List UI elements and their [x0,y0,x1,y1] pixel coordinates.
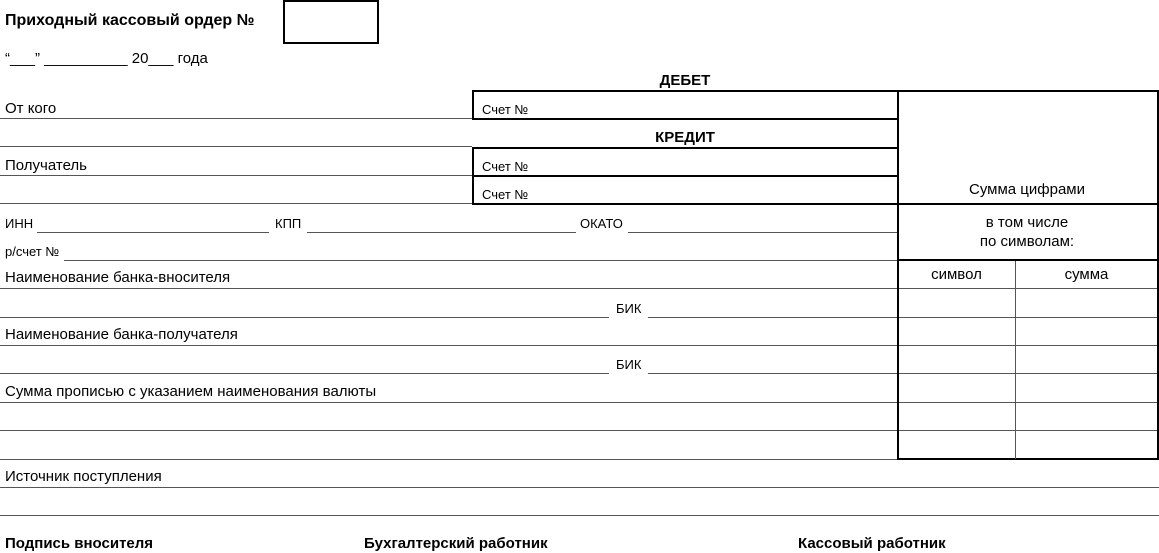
from-whom-label: От кого [5,100,57,117]
symbols-row-3 [899,345,1157,346]
sum-column-header: сумма [1064,266,1109,283]
recipient-line [0,175,472,176]
credit-account-label-2: Счет № [482,187,529,202]
credit-account-field-1[interactable] [472,147,899,177]
debit-account-label: Счет № [482,102,529,117]
amount-digits-label: Сумма цифрами [969,181,1085,198]
payer-bank-label: Наименование банка-вносителя [5,269,231,286]
okato-field[interactable] [628,232,897,233]
bik-field-1[interactable] [648,317,897,318]
including-label-2: по символам: [979,233,1075,250]
accountant-signature-label: Бухгалтерский работник [364,535,548,552]
recipient-bank-label: Наименование банка-получателя [5,326,238,343]
order-number-field[interactable] [283,0,379,44]
payer-bank-line[interactable] [0,288,897,289]
recipient-line-2 [0,203,472,204]
date-line: “___” __________ 20___ года [5,50,208,67]
from-whom-line [0,118,472,119]
amount-panel-divider-2 [897,259,1159,261]
amount-words-label: Сумма прописью с указанием наименования валюты [5,383,377,400]
source-line-2[interactable] [0,515,1159,516]
kpp-field[interactable] [307,232,576,233]
recipient-bank-line[interactable] [0,345,897,346]
symbols-row-6 [899,430,1157,431]
bik-label-2: БИК [616,357,642,372]
symbols-row-2 [899,317,1157,318]
bik-field-2[interactable] [648,373,897,374]
credit-heading: КРЕДИТ [655,129,715,146]
depositor-signature-label: Подпись вносителя [5,535,154,552]
recipient-bank-line-2[interactable] [0,373,609,374]
bik-label-1: БИК [616,301,642,316]
kpp-label: КПП [275,216,302,231]
debit-account-field[interactable] [472,90,899,120]
order-title: Приходный кассовый ордер № [5,12,255,29]
amount-words-line-2[interactable] [0,430,897,431]
payer-bank-line-2[interactable] [0,317,609,318]
amount-words-line-3[interactable] [0,459,897,460]
recipient-label: Получатель [5,157,87,174]
source-label: Источник поступления [5,468,162,485]
symbols-row-1 [899,288,1157,289]
symbols-row-4 [899,373,1157,374]
credit-account-field-2[interactable] [472,175,899,205]
symbols-row-5 [899,402,1157,403]
from-whom-line-2 [0,146,472,147]
inn-label: ИНН [5,216,34,231]
debit-heading: ДЕБЕТ [659,72,711,89]
account-label: р/счет № [5,244,60,259]
credit-account-label-1: Счет № [482,159,529,174]
amount-panel-divider-1 [897,203,1159,205]
including-label-1: в том числе [985,214,1069,231]
symbol-column-header: символ [931,266,982,283]
okato-label: ОКАТО [580,216,623,231]
account-field[interactable] [64,260,897,261]
source-line[interactable] [0,487,1159,488]
cashier-signature-label: Кассовый работник [798,535,946,552]
inn-field[interactable] [37,232,269,233]
amount-words-line-1[interactable] [0,402,897,403]
